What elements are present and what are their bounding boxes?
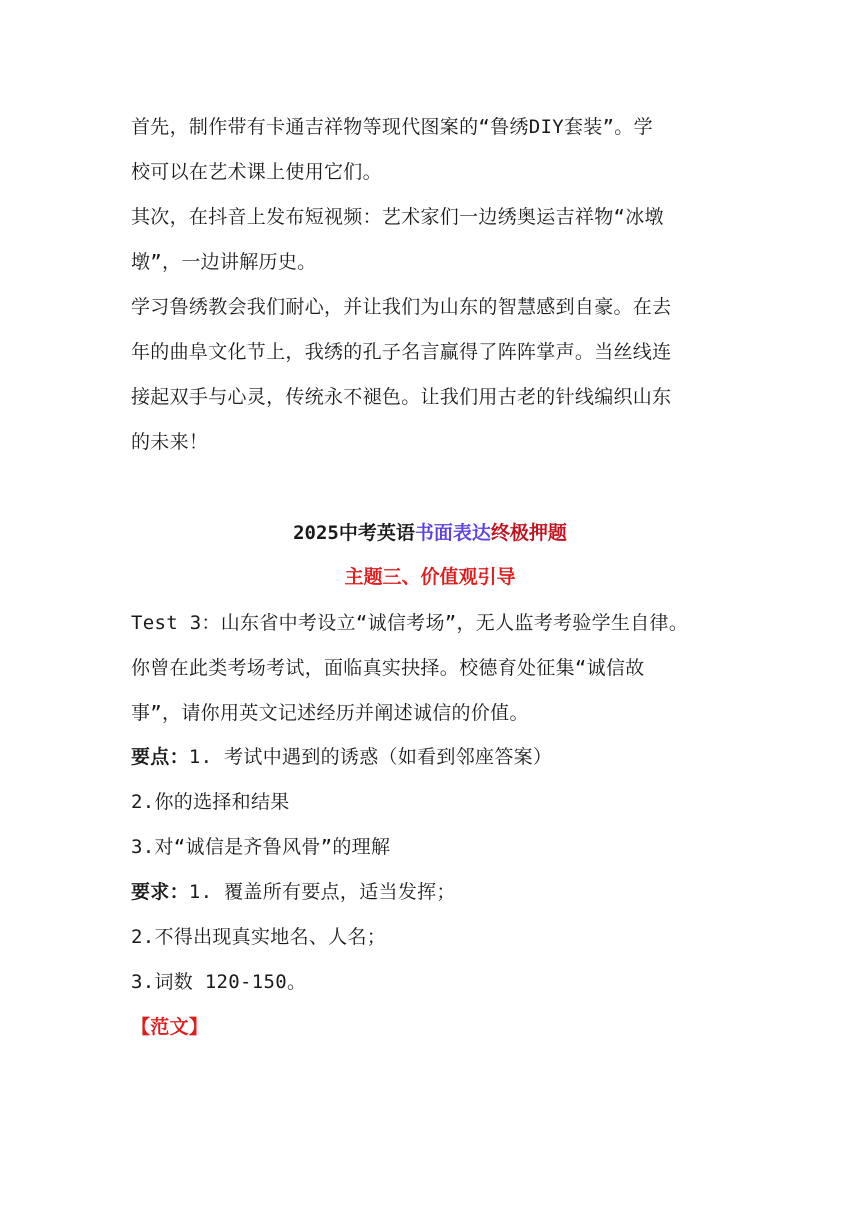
heading-part-writing: 书面表达 [414,522,491,544]
text-line: 学习鲁绣教会我们耐心，并让我们为山东的智慧感到自豪。在去 [131,296,672,318]
paragraph-second [131,195,731,285]
text-line: 其次，在抖音上发布短视频：艺术家们一边绣奥运吉祥物“冰墩 [131,206,664,228]
text-line: Test 3：山东省中考设立“诚信考场”，无人监考考验学生自律。 [131,612,689,634]
key-points [131,735,731,870]
key-point-item: 1. 考试中遇到的诱惑（如看到邻座答案） [188,746,553,768]
heading-part-exam: 2025中考英语 [293,522,415,544]
paragraph-first [131,105,731,195]
theme-subheading: 主题三、价值观引导 [344,566,516,588]
text-line: 墩”，一边讲解历史。 [131,251,317,273]
key-points-label: 要点： [131,746,189,768]
text-line: 首先，制作带有卡通吉祥物等现代图案的“鲁绣DIY套装”。学 [131,116,653,138]
section-heading [0,511,860,556]
requirement-item: 3.词数 120-150。 [131,971,307,993]
text-line: 事”，请你用英文记述经历并阐述诚信的价值。 [131,702,529,724]
requirement-item: 1. 覆盖所有要点，适当发挥； [188,881,456,903]
requirements-first-line [131,870,731,915]
key-points-first-line [131,735,731,780]
sample-essay-label [131,1005,731,1050]
requirement-item: 2.不得出现真实地名、人名； [131,926,387,948]
sample-label-text: 【范文】 [131,1016,209,1038]
key-point-item: 3.对“诚信是齐鲁风骨”的理解 [131,836,391,858]
requirements [131,870,731,1005]
heading-part-prediction: 终极押题 [490,522,567,544]
test-prompt [131,601,731,736]
text-line: 的未来！ [131,431,209,453]
text-line: 你曾在此类考场考试，面临真实抉择。校德育处征集“诚信故 [131,657,645,679]
text-line: 年的曲阜文化节上，我绣的孔子名言赢得了阵阵掌声。当丝线连 [131,341,672,363]
paragraph-conclusion [131,285,731,465]
text-line: 接起双手与心灵，传统永不褪色。让我们用古老的针线编织山东 [131,386,672,408]
requirements-label: 要求： [131,881,189,903]
key-point-item: 2.你的选择和结果 [131,791,290,813]
text-line: 校可以在艺术课上使用它们。 [131,161,382,183]
